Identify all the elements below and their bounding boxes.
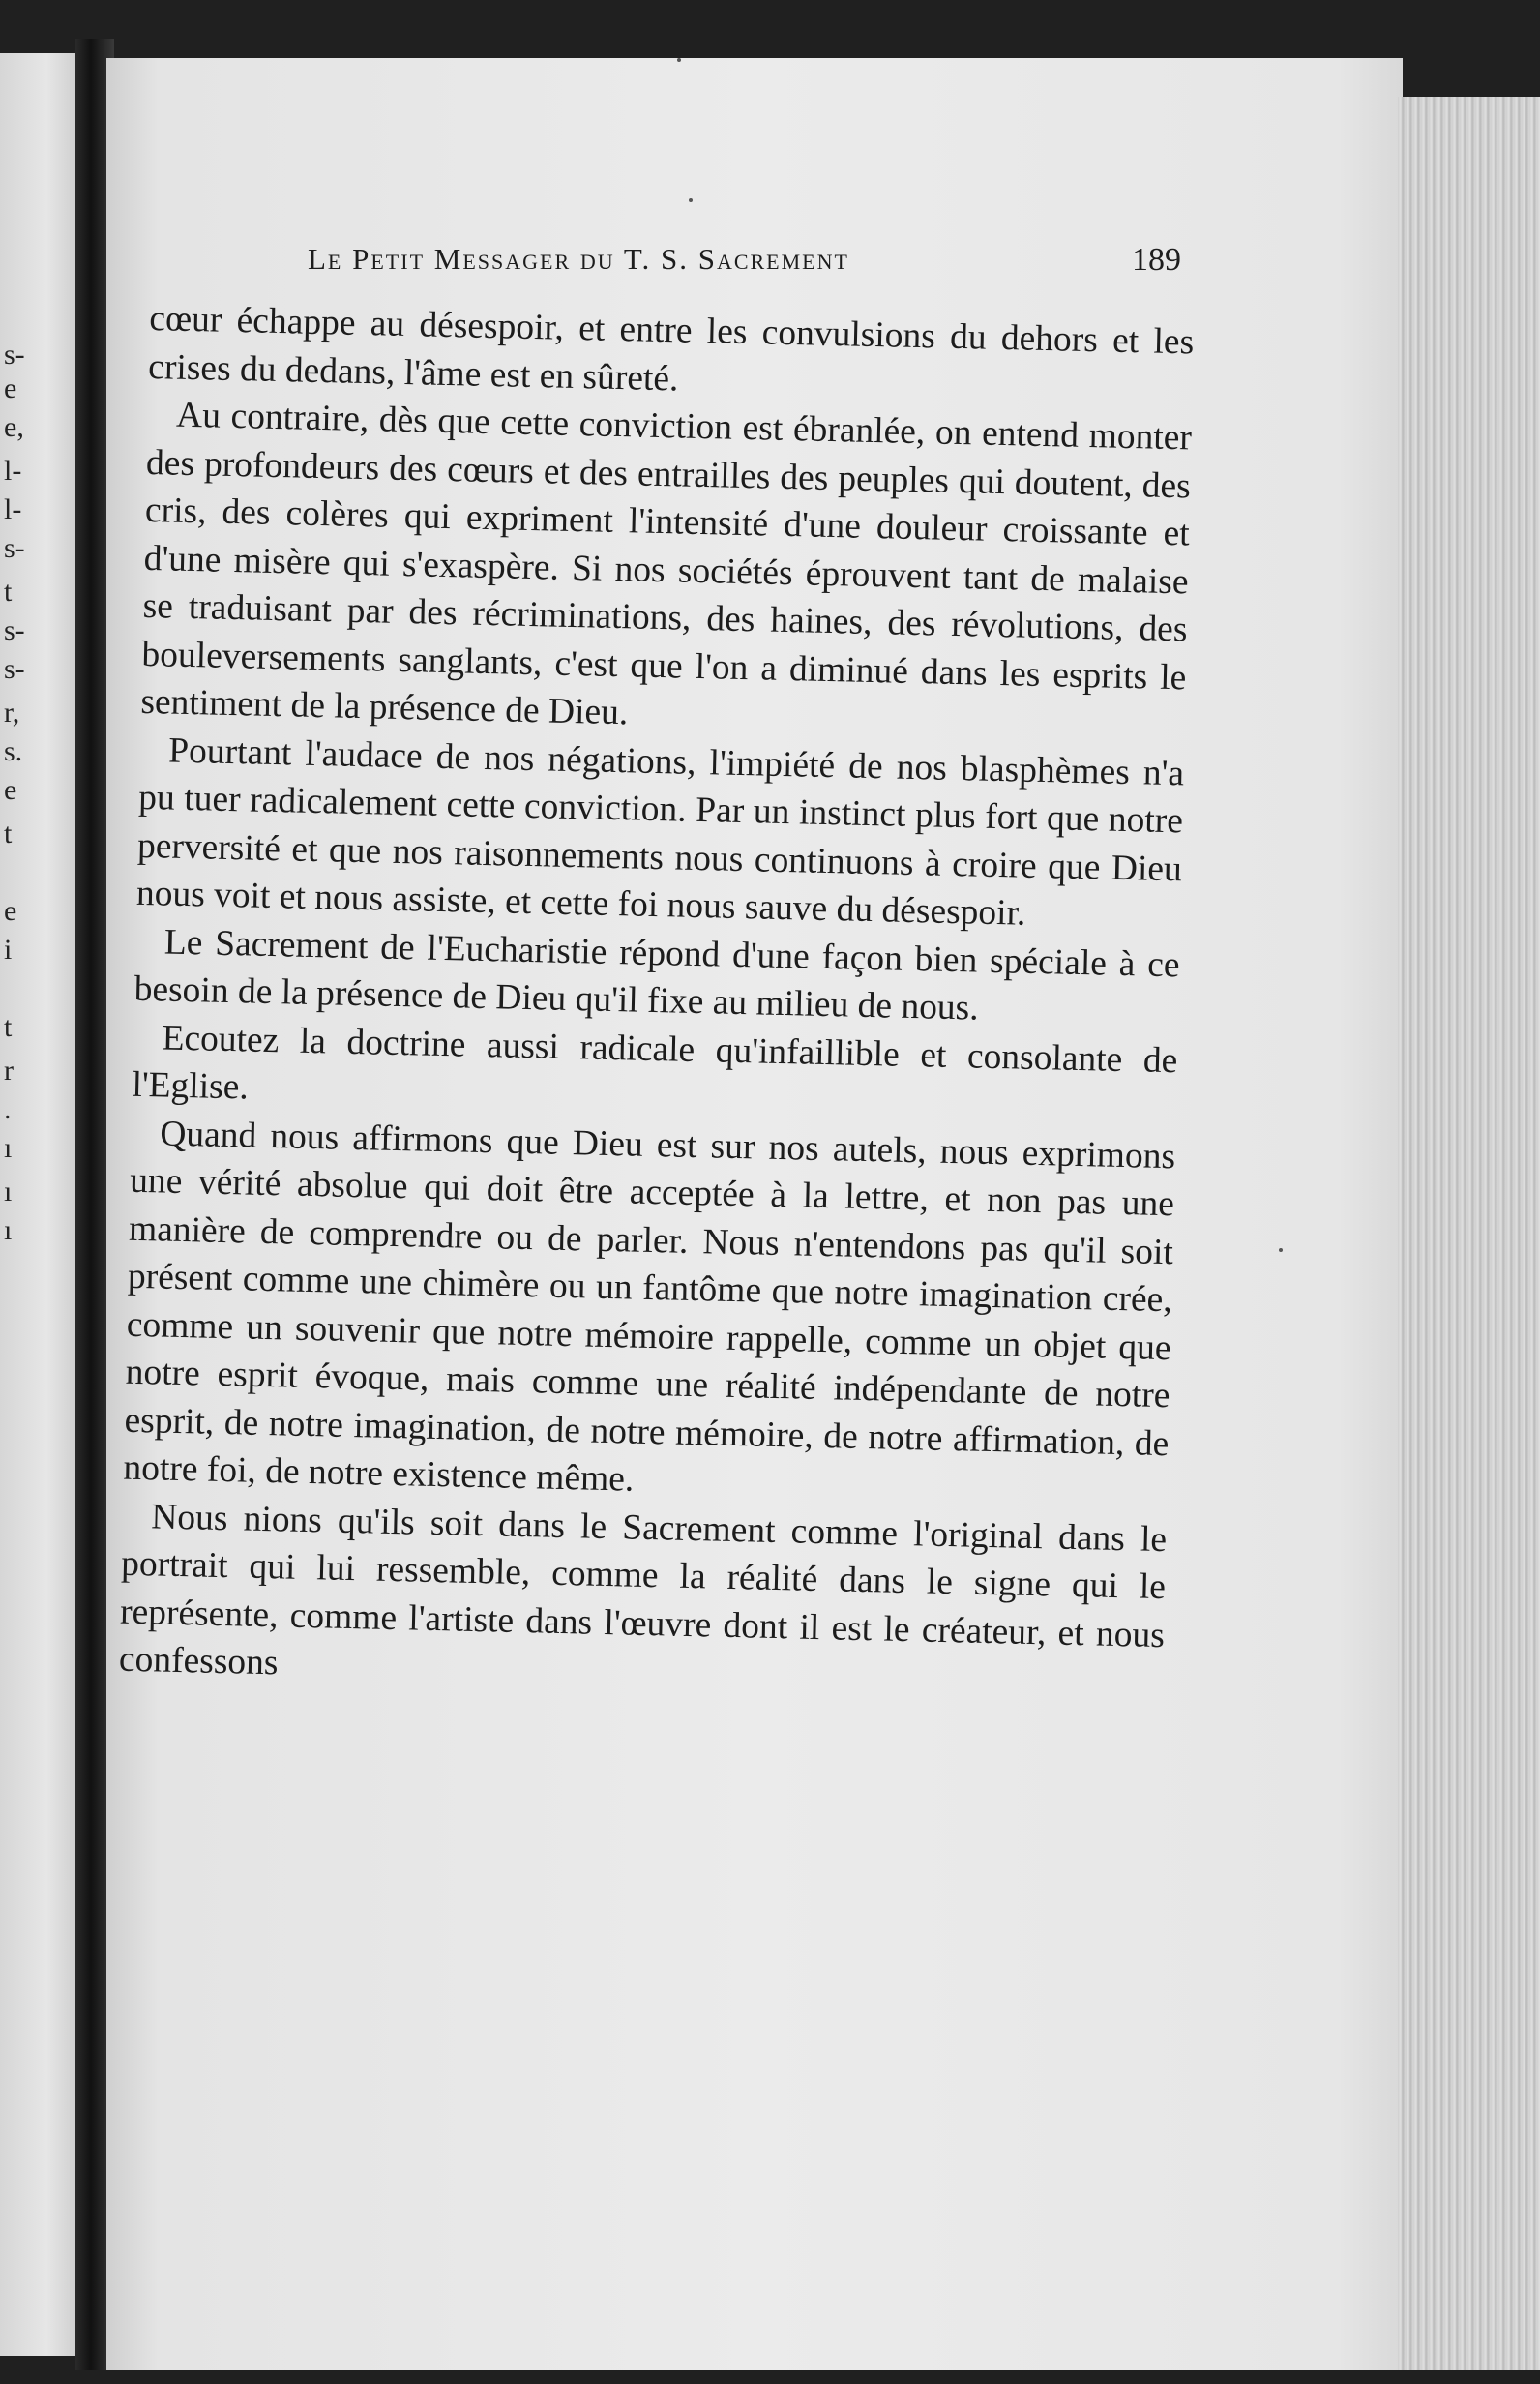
left-page-fragment: s- bbox=[4, 614, 25, 646]
dust-speck bbox=[689, 198, 693, 202]
left-page-fragment: i bbox=[4, 934, 13, 966]
paragraph: Ecoutez la doctrine aussi radicale qu'infaillible et consolante de l'Eglise. bbox=[132, 1017, 1178, 1108]
left-page-fragment: e bbox=[4, 895, 17, 927]
paragraph: Le Sacrement de l'Eucharistie répond d'une façon bien spéciale à ce besoin de la présence de Dieu qu'il fixe au milieu de nous. bbox=[133, 922, 1181, 1028]
dust-speck bbox=[1279, 1248, 1283, 1252]
left-page-edge bbox=[0, 53, 77, 2356]
running-head: Le Petit Messager du T. S. Sacrement bbox=[308, 242, 849, 276]
page-edges bbox=[1398, 97, 1540, 2370]
left-page-fragment: t bbox=[4, 1011, 13, 1043]
left-page-fragment: l- bbox=[4, 493, 22, 525]
paragraph: Au contraire, dès que cette conviction est ébranlée, on entend monter des profondeurs des cœurs et des entrailles des peuples qui doutent, des cris, des colères qui expriment l'intensité d'une douleur croissante et d'une misère qui s'exaspère. Si nos sociétés éprouvent tant de malaise se traduisant par des récriminations, des haines, des révolutions, des bouleversements sanglants, c'est que l'on a diminué dans les esprits le sentiment de la présence de Dieu. bbox=[139, 395, 1193, 733]
paragraph: cœur échappe au désespoir, et entre les convulsions du dehors et les crises du dedans, l'âme est en sûreté. bbox=[147, 298, 1195, 399]
left-page-fragment: . bbox=[4, 1093, 12, 1125]
left-page-fragment: ı bbox=[4, 1214, 13, 1246]
left-page-fragment: s- bbox=[4, 339, 25, 371]
page-number: 189 bbox=[1132, 242, 1181, 278]
body-text bbox=[118, 295, 1194, 1708]
left-page-fragment: e, bbox=[4, 411, 24, 443]
left-page-fragment: r bbox=[4, 1055, 14, 1087]
paragraph: Nous nions qu'ils soit dans le Sacrement comme l'original dans le portrait qui lui ressemble, comme la réalité dans le signe qui le représente, comme l'artiste dans l'œuvre dont il est le créateur, et nous confessons bbox=[118, 1496, 1168, 1684]
left-page-fragment: e bbox=[4, 774, 17, 806]
left-page-fragment: s- bbox=[4, 653, 25, 685]
left-page-fragment: ı bbox=[4, 1176, 13, 1207]
left-page-fragment: s. bbox=[4, 735, 23, 767]
paragraph: Quand nous affirmons que Dieu est sur nos autels, nous exprimons une vérité absolue qui doit être acceptée à la lettre, et non pas une manière de comprendre ou de parler. Nous n'entendons pas qu'il soit présent comme une chimère ou un fantôme que notre imagination crée, comme un souvenir que notre mémoire rappelle, comme un objet que notre esprit évoque, mais comme une réalité indépendante de notre esprit, de notre imagination, de notre mémoire, de notre affirmation, de notre foi, de notre existence même. bbox=[123, 1113, 1176, 1500]
paragraph: Pourtant l'audace de nos négations, l'impiété de nos blasphèmes n'a pu tuer radicalement cette conviction. Par un instinct plus fort que notre perversité et que nos raisonnements nous continuons à croire que Dieu nous voit et nous assiste, et cette foi nous sauve du désespoir. bbox=[135, 730, 1185, 934]
left-page-fragment: t bbox=[4, 576, 13, 608]
left-page-fragment: l- bbox=[4, 455, 22, 487]
dust-speck bbox=[677, 58, 681, 62]
left-page-fragment: r, bbox=[4, 697, 20, 729]
left-page-fragment: ı bbox=[4, 1132, 13, 1164]
left-page-fragment: e bbox=[4, 372, 17, 404]
left-page-fragment: t bbox=[4, 818, 13, 849]
left-page-fragment: s- bbox=[4, 532, 25, 564]
